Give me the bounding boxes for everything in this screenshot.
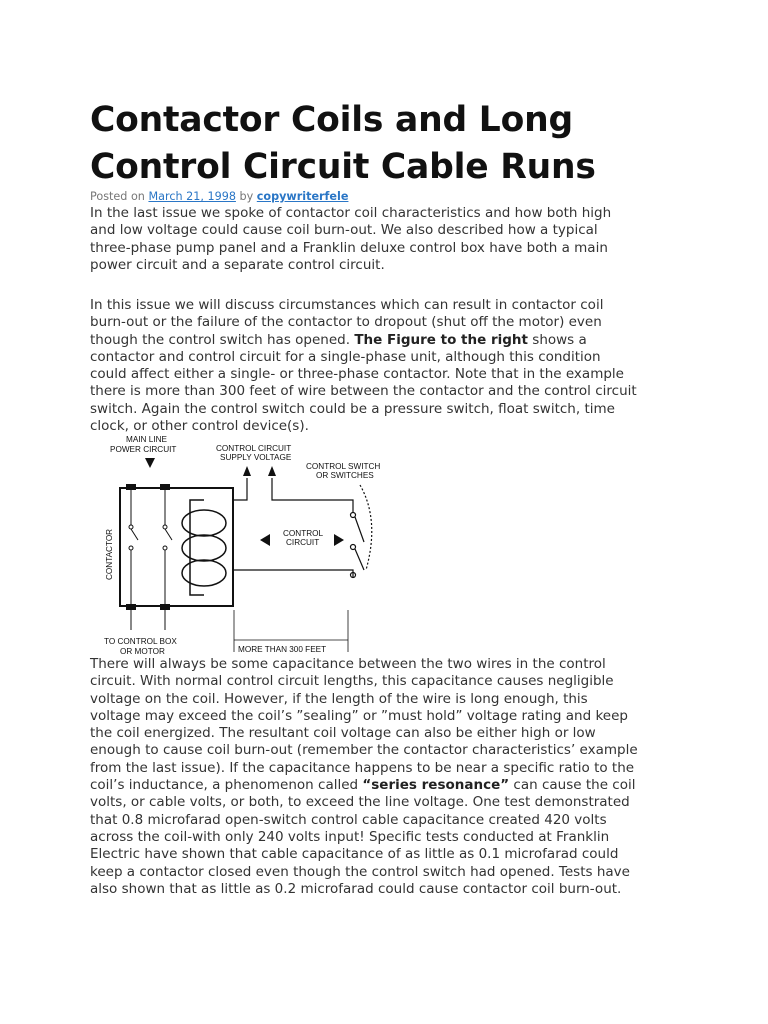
author-link[interactable]: copywriterfele [256, 190, 349, 203]
text-line: the coil energized. The resultant coil voltage can also be either high or low [90, 725, 596, 742]
right-arrow-icon [334, 534, 344, 546]
text-line: In this issue we will discuss circumstances which can result in contactor coil [90, 297, 604, 313]
post-meta [90, 190, 348, 204]
paragraph-capacitance [90, 656, 638, 898]
label-circuit: CIRCUIT [286, 538, 320, 547]
text-line: three-phase pump panel and a Franklin deluxe control box have both a main [90, 239, 608, 256]
text-line: voltage on the coil. However, if the length of the wire is long enough, this [90, 690, 588, 707]
text-line: voltage may exceed the coil’s ”sealing” or ”must hold” voltage rating and keep [90, 707, 628, 724]
text-line: There will always be some capacitance between the two wires in the control [90, 656, 606, 672]
text-line: Electric have shown that cable capacitance of as little as 0.1 microfarad could [90, 846, 619, 863]
text-line: power circuit and a separate control circuit. [90, 256, 385, 273]
text-run: though the control switch has opened. [90, 331, 355, 348]
text-line: volts, or cable volts, or both, to exceed the line voltage. One test demonstrated [90, 794, 630, 811]
text-line: there is more than 300 feet of wire between the contactor and the control circuit [90, 383, 637, 400]
up-arrow-icon [268, 466, 276, 476]
title-line: Control Circuit Cable Runs [90, 147, 596, 187]
label-supply-voltage: SUPPLY VOLTAGE [220, 453, 292, 462]
text-line: could affect either a single- or three-phase contactor. Note that in the example [90, 366, 624, 383]
text-line [90, 332, 637, 349]
paragraph-circumstances [90, 297, 637, 435]
text-run: can cause the coil [509, 777, 636, 794]
text-line: burn-out or the failure of the contactor to dropout (shut off the motor) even [90, 314, 602, 331]
text-line: also shown that as little as 0.2 microfarad could cause contactor coil burn-out. [90, 880, 622, 897]
label-contactor: CONTACTOR [105, 528, 114, 580]
text-line: across the coil-with only 240 volts input! Specific tests conducted at Franklin [90, 828, 610, 845]
paragraph-intro [90, 205, 611, 274]
series-resonance-term: “series resonance” [362, 777, 510, 794]
label-control: CONTROL [283, 529, 324, 538]
left-arrow-icon [260, 534, 270, 546]
text-line: switch. Again the control switch could be a pressure switch, float switch, time [90, 400, 615, 417]
text-line: enough to cause coil burn-out (remember the contactor characteristics’ example [90, 742, 638, 759]
title-line: Contactor Coils and Long [90, 100, 573, 140]
up-arrow-icon [243, 466, 251, 476]
label-or-motor: OR MOTOR [120, 647, 165, 656]
text-line: and low voltage could cause coil burn-out. We also described how a typical [90, 222, 598, 239]
label-main-line: MAIN LINE [126, 435, 167, 444]
text-run: coil’s inductance, a phenomenon called [90, 777, 363, 794]
label-control-switch: CONTROL SWITCH [306, 462, 381, 471]
figure-reference: The Figure to the right [354, 331, 528, 348]
text-line: contactor and control circuit for a single-phase unit, although this condition [90, 348, 601, 365]
article-title [90, 97, 690, 191]
control-wiring [233, 478, 372, 578]
contactor-circuit-diagram [98, 430, 408, 658]
text-line: that 0.8 microfarad open-switch control cable capacitance created 420 volts [90, 811, 607, 828]
text-line: keep a contactor closed even though the control switch had opened. Tests have [90, 863, 630, 880]
text-run: shows a [528, 331, 587, 348]
text-line: circuit. With normal control circuit lengths, this capacitance causes negligible [90, 673, 614, 690]
coil [182, 500, 226, 595]
post-date-link[interactable]: March 21, 1998 [148, 190, 236, 203]
label-distance: MORE THAN 300 FEET [238, 645, 327, 654]
by-label: by [239, 190, 254, 203]
contactor-contacts [129, 490, 172, 604]
text-line [90, 777, 638, 794]
label-to-control-box: TO CONTROL BOX [104, 637, 177, 646]
label-or-switches: OR SWITCHES [316, 471, 374, 480]
terminal [126, 484, 136, 490]
terminal [160, 484, 170, 490]
posted-on-label: Posted on [90, 190, 145, 203]
text-line: In the last issue we spoke of contactor coil characteristics and how both high [90, 205, 612, 221]
label-control-circuit: CONTROL CIRCUIT [216, 444, 292, 453]
contactor-box [120, 488, 233, 606]
text-line: clock, or other control device(s). [90, 418, 309, 435]
text-line: from the last issue). If the capacitance happens to be near a specific ratio to the [90, 759, 635, 776]
down-arrow-icon [145, 458, 155, 468]
label-power-circuit: POWER CIRCUIT [110, 445, 177, 454]
